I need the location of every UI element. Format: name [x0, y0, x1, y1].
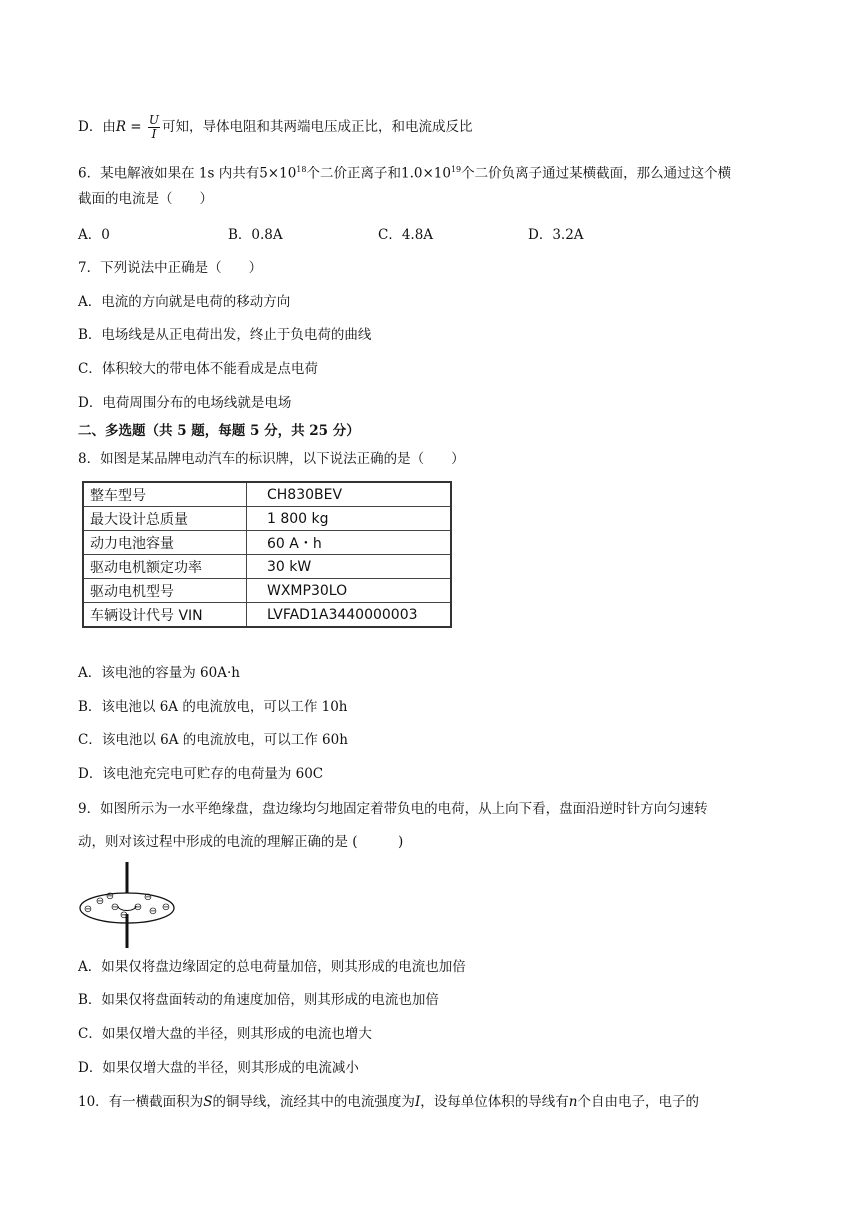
formula-fraction [148, 114, 160, 141]
table-row [83, 555, 451, 579]
q8-stem: 8．如图是某品牌电动汽车的标识牌，以下说法正确的是（ ） [78, 451, 465, 467]
q10-text-1: 10．有一横截面积为 [78, 1094, 204, 1110]
formula-eq: = [126, 119, 146, 135]
q9-option-a: A．如果仅将盘边缘固定的总电荷量加倍，则其形成的电流也加倍 [78, 959, 466, 975]
spec-key: 车辆设计代号 VIN [83, 603, 247, 628]
q6-number-2: 1.0×10 [400, 165, 451, 182]
q5-option-d-prefix: D．由 [78, 119, 116, 135]
q6-number-1: 5×10 [259, 165, 297, 182]
spec-key: 驱动电机额定功率 [83, 555, 247, 579]
q8-option-d: D．该电池充完电可贮存的电荷量为 60C [78, 766, 324, 782]
table-row [83, 531, 451, 555]
q6-option-a: A．0 [78, 227, 110, 243]
negative-charge-icon: ⊖ [119, 910, 129, 921]
q9-option-b: B．如果仅将盘面转动的角速度加倍，则其形成的电流也加倍 [78, 992, 439, 1008]
q10-text-4: 个自由电子，电子的 [577, 1094, 699, 1110]
spec-value: LVFAD1A3440000003 [247, 603, 452, 628]
spec-key: 最大设计总质量 [83, 507, 247, 531]
q7-option-d: D．电荷周围分布的电场线就是电场 [78, 395, 292, 411]
q7-option-c: C．体积较大的带电体不能看成是点电荷 [78, 361, 318, 377]
section-heading: 二、多选题（共 5 题，每题 5 分，共 25 分） [78, 423, 360, 439]
table-row [83, 603, 451, 628]
q6-text-1: 6．某电解液如果在 1s 内共有 [78, 165, 260, 182]
formula-denominator: I [151, 127, 157, 141]
q9-option-c: C．如果仅增大盘的半径，则其形成的电流也增大 [78, 1026, 372, 1042]
formula-numerator: U [148, 113, 160, 127]
q8-option-b: B．该电池以 6A 的电流放电，可以工作 10h [78, 699, 348, 715]
q7-option-a: A．电流的方向就是电荷的移动方向 [78, 294, 291, 310]
q10-symbol-n: n [568, 1094, 578, 1110]
spec-value: 1 800 kg [247, 507, 452, 531]
negative-charge-icon: ⊖ [143, 892, 153, 903]
q7-option-b: B．电场线是从正电荷出发，终止于负电荷的曲线 [78, 327, 372, 343]
spec-key: 整车型号 [83, 482, 247, 507]
spec-value: WXMP30LO [247, 579, 452, 603]
q9-option-d: D．如果仅增大盘的半径，则其形成的电流减小 [78, 1060, 359, 1076]
negative-charge-icon: ⊖ [83, 904, 93, 915]
spec-value: 60 A・h [247, 531, 452, 555]
negative-charge-icon: ⊖ [148, 906, 158, 917]
q10-text-3: ，设每单位体积的导线有 [420, 1094, 569, 1110]
q8-option-c: C．该电池以 6A 的电流放电，可以工作 60h [78, 732, 348, 748]
q10-stem [78, 1092, 699, 1112]
q10-symbol-s: S [203, 1094, 213, 1110]
q10-text-2: 的铜导线，流经其中的电流强度为 [212, 1094, 415, 1110]
table-row [83, 507, 451, 531]
negative-charge-icon: ⊖ [110, 902, 120, 913]
q9-stem-line2: 动，则对该过程中形成的电流的理解正确的是 ( ) [78, 834, 404, 850]
q6-stem-line2: 截面的电流是（ ） [78, 191, 213, 207]
q8-option-a: A．该电池的容量为 60A·h [78, 665, 240, 681]
table-row [83, 482, 451, 507]
spec-value: 30 kW [247, 555, 452, 579]
spec-key: 驱动电机型号 [83, 579, 247, 603]
q10-symbol-i: I [414, 1094, 421, 1110]
negative-charge-icon: ⊖ [161, 902, 171, 913]
q5-option-d [78, 114, 473, 141]
negative-charge-icon: ⊖ [133, 902, 143, 913]
q6-option-d: D．3.2A [528, 227, 584, 243]
q9-stem-line1: 9．如图所示为一水平绝缘盘，盘边缘均匀地固定着带负电的电荷，从上向下看，盘面沿逆时针方向匀速转 [78, 801, 708, 817]
table-row [83, 579, 451, 603]
rotating-disc-diagram [78, 862, 178, 948]
q6-exponent-2: 19 [450, 165, 462, 174]
spec-key: 动力电池容量 [83, 531, 247, 555]
q6-exponent-1: 18 [296, 165, 307, 174]
negative-charge-icon: ⊖ [95, 896, 105, 907]
q6-stem-line1 [78, 160, 731, 184]
q6-option-c: C．4.8A [378, 227, 434, 243]
spec-value: CH830BEV [247, 482, 452, 507]
q6-text-2: 个二价正离子和 [306, 165, 401, 182]
q6-text-3: 个二价负离子通过某横截面，那么通过这个横 [461, 165, 732, 182]
negative-charge-icon: ⊖ [105, 891, 115, 902]
formula-r: R [115, 119, 126, 135]
q5-option-d-suffix: 可知，导体电阻和其两端电压成正比，和电流成反比 [162, 119, 473, 135]
vehicle-spec-table [82, 481, 452, 628]
q7-stem: 7．下列说法中正确是（ ） [78, 260, 263, 276]
q6-option-b: B．0.8A [228, 227, 283, 243]
